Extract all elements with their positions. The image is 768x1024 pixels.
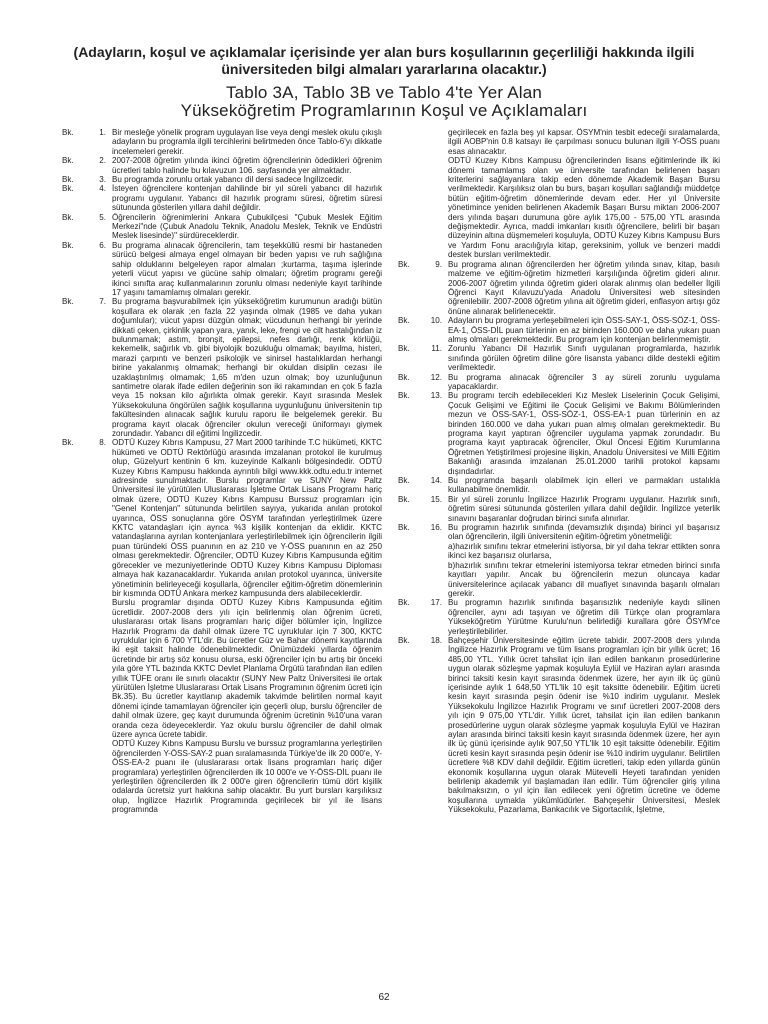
note-bk: Bk. [398,598,410,608]
note-text: Bu programa alınacak öğrencilerin, tam teşekküllü resmi bir hastaneden sürücü belgesi almaya engel olmayan bir beden yapısı ve ruh sağlığına sahip olduklarını belgeleyen rapor almaları ;kurtarma, taşıma işlerinde yeterli vücut yapısı ve gücüne sahip olmaları; öğretim programı gereği ikinci sınıfta araç kullanmalarının zorunlu olması nedeniyle kayıt tarihinde 17 yaşını tamamlamış olmaları gerekir. [112,240,382,297]
note-number: 2. [99,156,106,166]
note-text: Bu programa başvurabilmek için yükseköğretim kurumunun aradığı bütün koşullara ek olarak ;en fazla 22 yaşında olmak (1985 ve daha yukarı doğumlular); vücut yapısı düzgün olmak; vücudunun herhangi bir yerinde dikkati çeken, çirkinlik yapan yara, yanık, leke, frengi ve cilt hastalığından iz bulunmamak; astım, bronşit, epilepsi, nefes darlığı, renk körlüğü, kekemelik, sağırlık vb. gibi biyolojik bozukluğu olmamak; bayılma, histeri, marazi çarpıntı ve benzeri psikolojik ve sinirsel hastalıklardan herhangi birine yakalanmış olmamak; herhangi bir okuldan disiplin cezası ile uzaklaştırılmış olmamak; 1,65 m'den uzun olmak; boy uzunluğunun santimetre olarak ifade edilen değerinin son iki rakamından en çok 5 fazla veya 15 noksan kilo ağırlıkta olmak gerekir. Kayıt sırasında Meslek Yüksekokuluna öngörülen sağlık koşullarına uygunluğunu üniversitenin tıp fakültesinden alınacak sağlık kurulu raporu ile belgelemek gerekir. Bu programa kayıt olacak öğrenciler okulun vereceği üniformayı giymek zorundadır. Yabancı dil eğitimi İngilizcedir. [112,297,382,438]
note-number: 12. [430,372,442,382]
note-bk: Bk. [398,259,410,269]
note-item [398,598,720,636]
note-item [62,213,382,241]
note-item [398,260,720,316]
note-item [398,476,720,495]
note-item [62,438,382,598]
note-text: Bu programın hazırlık sınıfında başarısızlık nedeniyle kaydı silinen öğrenciler, aynı adı taşıyan ve öğretim dili Türkçe olan programlara Yükseköğretim Yürütme Kurulu'nun belirlediği kurallara göre ÖSYM'ce yerleştirilebilirler. [448,598,720,636]
note-bk: Bk. [62,438,74,448]
page-number: 62 [378,992,390,1003]
note-text: Bu programın hazırlık sınıfında (devamsızlık dışında) birinci yıl başarısız olan öğrencilerin, ilgili üniversitenin eğitim-öğretim yönetmeliği: [448,523,720,542]
note-text: Bir mesleğe yönelik program uygulayan lise veya dengi meslek okulu çıkışlı adayların bu programla ilgili tercihlerini belirtmeden önce Tablo-6'yı dikkatle incelemeleri gerekir. [112,128,382,156]
note-item [62,156,382,175]
note-8-continued: ODTÜ Kuzey Kıbrıs Kampusu öğrencilerinden lisans eğitimlerinde ilk iki dönemi tamamlamış olan ve üniversite tarafından belirlenen başarı kriterlerini sağlayanlara takip eden dönemde Akademik Başarı Bursu verilmektedir. Karşılıksız olan bu burs, başarı koşulları sağlandığı müddetçe bütün eğitim-öğretim dönemlerinde devam eder. Her yıl Üniversite yönetimince yeniden belirlenen Akademik Başarı Bursu miktarı 2006-2007 ders yılında başarı durumuna göre aylık 175,00 - 575,00 YTL arasında değişmektedir. Ayrıca, maddi imkanları kısıtlı öğrencilere, belirli bir başarı düzeyinin altına düşmemeleri koşuluyla, ODTÜ Kuzey Kıbrıs Kampusu Burs ve Yardım Fonu aracılığıyla kitap, gereksinim, yolluk ve benzeri maddi destek bursları verilmektedir. [448,156,720,260]
note-text: Bu programda zorunlu ortak yabancı dil dersi sadece İngilizcedir. [112,175,344,185]
note-number: 1. [99,128,106,137]
note-text: Bu programı tercih edebilecekleri Kız Meslek Liselerinin Çocuk Gelişimi, Çocuk Gelişimi ve Eğitimi ile Çocuk Gelişimi ve Bakımı Bölümlerinden mezun ve ÖSS-SAY-1, ÖSS-SÖZ-1, ÖSS-EA-1 puan türlerinin en az birinden 160.000 ve daha yukarı puan almış olmaları gerekmektedir. Bu programa kayıt yaptıran öğrenciler uygulama yapmak zorundadır. Bu programa kayıt yaptıracak öğrenciler, Okul Öncesi Eğitim Kurumlarına Öğretmen Yetiştirilmesi projesine ilişkin, Anadolu Üniversitesi ve Milli Eğitim Bakanlığı arasında imzalanan 25.01.2000 tarihli protokol kapsamı dışındadırlar. [448,391,720,476]
note-number: 18. [430,635,442,645]
note-number: 14. [430,476,442,486]
note-item [62,241,382,297]
note-text: İsteyen öğrencilere kontenjan dahilinde bir yıl süreli yabancı dil hazırlık programı uygulanır. Yabancı dil hazırlık programı süresi, öğretim süresi sütununda gösterilen yıllara dahil değildir. [112,184,382,213]
note-16-option: a)hazırlık sınıfını tekrar etmelerini istiyorsa, bir yıl daha tekrar ettikten sonra ikinci kez başarısız olurlarsa, [448,541,720,561]
note-bk: Bk. [398,523,410,533]
note-item [398,373,720,392]
note-number: 5. [99,212,106,222]
note-bk: Bk. [62,297,74,307]
note-text: Öğrencilerin öğrenimlerini Ankara Çubukilçesi "Çubuk Meslek Eğitim Merkezi"nde (Çubuk Anadolu Teknik, Anadolu Meslek, Teknik ve Endüstri Meslek lisesinde)" sürdüreceklerdir. [112,212,382,241]
note-bk: Bk. [398,476,410,486]
note-bk: Bk. [62,128,74,137]
note-item [398,495,720,523]
note-number: 15. [430,494,442,504]
note-item [398,523,720,542]
note-bk: Bk. [62,175,74,185]
note-bk: Bk. [62,212,74,222]
note-text: ODTÜ Kuzey Kıbrıs Kampusu, 27 Mart 2000 tarihinde T.C hükümeti, KKTC hükümeti ve ODTÜ Rektörlüğü arasında imzalanan protokol ile kurulmuş olup, Güzelyurt kentinin 6 km. kuzeyinde Kalkanlı bölgesindedir. ODTÜ Kuzey Kıbrıs Kampusu hakkında ayrıntılı bilgi www.kkk.odtu.edu.tr internet adresinde sunulmaktadır. Burslu programlar ve SUNY New Paltz Üniversitesi ile yürütülen Uluslararası İşletme Ortak Lisans Programı hariç olmak üzere, ODTÜ Kuzey Kıbrıs Kampusu Burssuz programları için "Genel Kontenjan" sütununda belirtilen sayıya, yukarıda anılan protokol uyarınca, ÖSS sonuçlarına göre ÖSYM tarafından yerleştirilmek üzere KKTC vatandaşları için ayrıca %3 kişilik kontenjan da eklidir. KKTC vatandaşlarına ayrılan kontenjanlara yerleştirilebilmek için öğrencilerin ilgili puan türündeki ÖSS puanının en az 210 ve Y-ÖSS puanının en az 250 olması gerekmektedir. Öğrenciler, ODTÜ Kuzey Kıbrıs Kampusunda eğitim görecekler ve mezuniyetlerinde ODTÜ Kuzey Kıbrıs Kampusu Diploması almaya hak kazanacaklardır. Yukarıda anılan protokol uyarınca, üniversite yönetiminin belirleyeceği koşullarla, öğrenciler eğitim-öğretim dönemlerinin bir kısmında ODTÜ Ankara merkez kampusunda ders alabileceklerdir. [112,438,382,598]
note-bk: Bk. [62,156,74,166]
note-item [62,297,382,438]
note-item [62,175,382,184]
note-text: 2007-2008 öğretim yılında ikinci öğretim öğrencilerinin ödedikleri öğrenim ücretleri tablo halinde bu kılavuzun 106. sayfasında yer almaktadır. [112,156,382,175]
left-column [62,128,382,815]
note-item [398,316,720,344]
note-bk: Bk. [398,494,410,504]
note-item [398,391,720,476]
note-text: Adayların bu programa yerleşebilmeleri için ÖSS-SAY-1, ÖSS-SÖZ-1, ÖSS-EA-1, ÖSS-DİL puan türlerinin en az birinden 160.000 ve daha yukarı puan almış olmaları gerekmektedir. Bu program için kontenjan belirlenmemiştir. [448,316,720,344]
note-text: Bahçeşehir Üniversitesinde eğitim ücrete tabidir. 2007-2008 ders yılında İngilizce Hazırlık Programı ve tüm lisans programları için bir yıllık ücret; 16 485,00 YTL. Yıllık ücret tahsilat için ilan edilen bankanın prosedürlerine uygun olarak sözleşme yapmak koşuluyla Eylül ve Haziran ayları arasında birinci taksiti kesin kayıt sırasında ödenmek üzere, her ayın ilk üç günü içerisinde aylık 1 648,50 YTL'lik 10 eşit taksitte ödenebilir. Eğitim ücreti kesin kayıt sırasında peşin ödenir ise %10 indirim uygulanır. Meslek Yüksekokulu İngilizce Hazırlık Programı ve sınıf ücretleri 2007-2008 ders yılı için 9 075,00 YTL'dir. Yıllık ücret, tahsilat için ilan edilen bankanın prosedürlerine uygun olarak sözleşme yapmak koşuluyla Eylül ve Haziran ayları arasında birinci taksiti kesin kayıt sırasında ödenmek üzere, her ayın ilk üç günü içerisinde aylık 907,50 YTL'lik 10 eşit taksitte ödenebilir. Eğitim ücreti kesin kayıt sırasında peşin ödenir ise %10 indirim uygulanır. Belirtilen ücretlere %8 KDV dahil değildir. Eğitim ücretleri, takip eden yıllarda günün ekonomik koşullarına uygun olarak Mütevelli Heyeti tarafından yeniden belirlenip akademik yıl başlamadan ilan edilir. Tüm öğrenciler giriş yılına bakılmaksızın, o yıl için ilan edilecek yeni öğretim ücretine ve ödeme koşullarına uymakla yükümlüdürler. Bahçeşehir Üniversitesi, Meslek Yüksekokulu, Pazarlama, Bankacılık ve Sigortacılık, İşletme, [448,635,720,815]
note-text: Bu programda başarılı olabilmek için elleri ve parmakları ustalıkla kullanabilme önemlidir. [448,476,720,495]
note-number: 7. [99,297,106,307]
note-8-paragraph: ODTÜ Kuzey Kıbrıs Kampusu Burslu ve burssuz programlarına yerleştirilen öğrencilerden Y-ÖSS-SAY-2 puan sıralamasında Türkiye'de ilk 20 000'e, Y-ÖSS-EA-2 puanı ile (uluslararası ortak lisans programları hariç diğer programlara) yerleştirilen öğrencilerden ilk 10 000'e ve Y-ÖSS-DİL puanı ile yerleştirilen öğrencilerden ilk 2 000'e giren öğrencilerin tümü dört kişilik odalarda ücretsiz yurt hakkına sahip olacaktır. Bu yurt bursları karşılıksız olup, İngilizce Hazırlık Programında geçirilecek bir yıl ile lisans programında [112,739,382,815]
note-item [398,636,720,815]
note-number: 11. [431,344,442,354]
note-text: Bir yıl süreli zorunlu İngilizce Hazırlık Programı uygulanır. Hazırlık sınıfı, öğretim süresi sütununda gösterilen yıllara dahil değildir. İngilizce yeterlik sınavını başaranlar doğrudan birinci sınıfa alınırlar. [448,494,720,523]
note-bk: Bk. [398,344,410,354]
note-number: 8. [99,438,106,448]
burs-notice: (Adayların, koşul ve açıklamalar içerisinde yer alan burs koşullarının geçerliliği hakkında ilgili üniversiteden bilgi almaları yararlarına olacaktır.) [73,44,695,77]
note-number: 16. [430,523,442,533]
note-8-paragraph: Burslu programlar dışında ODTÜ Kuzey Kıbrıs Kampusunda eğitim ücretlidir. 2007-2008 ders yılı için belirlenmiş olan öğrenim ücreti, uluslararası ortak lisans programları hariç diğer bölümler için, İngilizce Hazırlık Programı da dahil olmak üzere TC uyruklular için 7 300, KKTC uyruklular için 6 700 YTL'dir. Bu ücretler Güz ve Bahar dönemi kayıtlarında iki eşit taksit halinde ödenebilmektedir. Önümüzdeki yıllarda öğrenim ücretinde bir artış söz konusu olursa, eski öğrenciler için bu artış bir önceki yıla göre YTL bazında KKTC Devlet Planlama Örgütü tarafından ilan edilen yıllık TÜFE oranı ile sınırlı olacaktır (SUNY New Paltz Üniversitesi ile ortak yürütülen İşletme Uluslararası Ortak Lisans Programının öğrenim ücreti için Bk.35). Bu ücretler kayıtlanıp akademik takvimde belirtilen normal kayıt dönemi içinde tamamlayan öğrenciler için geçerli olup, burslu öğrenciler de dahil olmak üzere, geç kayıt durumunda öğrenim ücretinin %10'una varan oranda ceza ödeyeceklerdir. Yaz okulu burslu öğrenciler de dahil olmak üzere ayrıca ücrete tabidir. [112,598,382,739]
note-number: 4. [99,184,106,194]
note-bk: Bk. [398,316,410,326]
note-bk: Bk. [398,391,410,401]
note-number: 10. [430,316,442,326]
note-item [62,128,382,156]
note-number: 13. [430,391,442,401]
note-text: Zorunlu Yabancı Dil Hazırlık Sınıfı uygulanan programlarda, hazırlık sınıfında görülen öğretim diline göre lisansta yabancı dilde destekli eğitim verilmektedir. [448,344,720,373]
note-text: Bu programa alınan öğrencilerden her öğretim yılında sınav, kitap, basılı malzeme ve eğitim-öğretim hizmetleri karşılığında öğretim gideri alınır. 2006-2007 öğretim yılında öğretim gideri olarak alınmış olan bedeller İlgili Öğrenci Kayıt Kılavuzu'yada Anadolu Üniversitesi web sitesinden öğrenilebilir. 2007-2008 öğretim yılına ait öğretim gideri, enflasyon artışı göz önüne alınarak belirlenecektir. [448,259,720,316]
note-number: 3. [99,175,106,185]
note-16-option: b)hazırlık sınıfını tekrar etmelerini istemiyorsa tekrar etmeden birinci sınıfa kayıtları yapılır. Ancak bu öğrencilerin mezun oluncaya kadar üniversitelerince açılacak yabancı dil muafiyet sınavında başarılı olmaları gerekir. [448,560,720,598]
note-bk: Bk. [398,372,410,382]
title-line-2: Yükseköğretim Programlarının Koşul ve Açıklamaları [180,101,588,120]
note-number: 17. [430,598,442,608]
note-item [398,344,720,372]
note-number: 6. [99,240,106,250]
note-bk: Bk. [62,240,74,250]
note-bk: Bk. [62,184,74,194]
note-8-continued: geçirilecek en fazla beş yıl kapsar. ÖSYM'nin tesbit edeceği sıralamalarda, ilgili AOBP'nin 0.8 katsayı ile çarpılması sonucu bulunan ilgili Y-ÖSS puanı esas alınacaktır. [448,128,720,156]
note-number: 9. [435,259,442,269]
note-bk: Bk. [398,635,410,645]
right-column [398,128,720,815]
page-title [60,84,708,120]
note-item [62,184,382,212]
title-line-1: Tablo 3A, Tablo 3B ve Tablo 4'te Yer Alan [225,83,543,102]
note-text: Bu programa alınacak öğrenciler 3 ay süreli zorunlu uygulama yapacaklardır. [448,372,720,391]
